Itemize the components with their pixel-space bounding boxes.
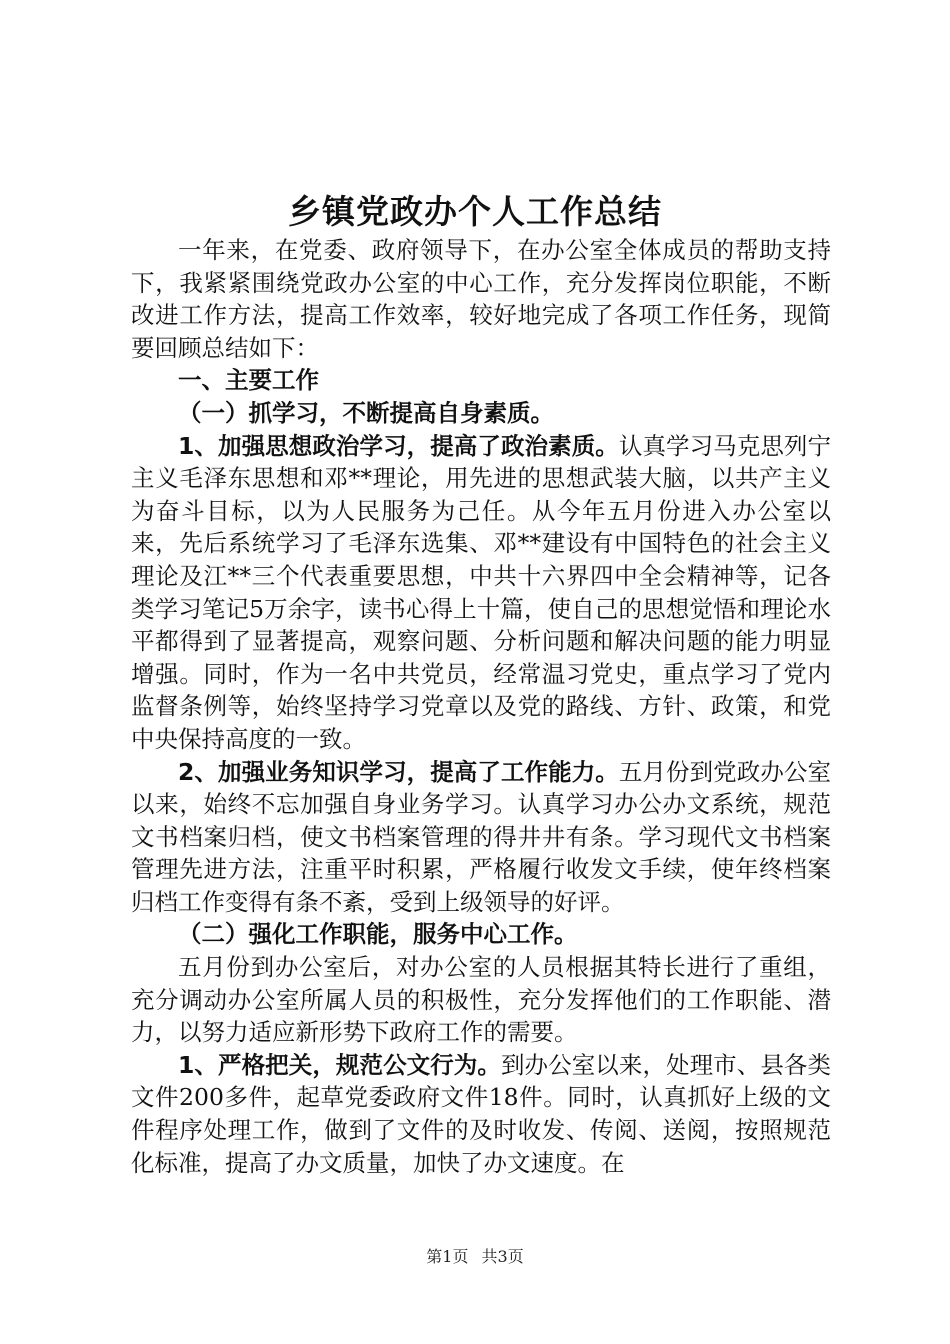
page-number-total: 共3页 <box>481 1247 524 1266</box>
page-footer <box>0 1244 950 1267</box>
subsection-heading-functions: （二）强化工作职能，服务中心工作。 <box>178 920 578 949</box>
item-body-business-study: 五月份到党政办公室以来，始终不忘加强自身业务学习。认真学习办公办文系统，规范文书档案归档，使文书档案管理的得井井有条。学习现代文书档案管理先进方法，注重平时积累，严格履行收发文手续，使年终档案归档工作变得有条不紊，受到上级领导的好评。 <box>131 757 831 916</box>
functions-paragraph: 五月份到办公室后，对办公室的人员根据其特长进行了重组，充分调动办公室所属人员的积极性，充分发挥他们的工作职能、潜力，以努力适应新形势下政府工作的需要。 <box>131 953 831 1047</box>
item-lead-documents: 1、严格把关，规范公文行为。 <box>178 1050 501 1079</box>
item-lead-business-study: 2、加强业务知识学习，提高了工作能力。 <box>178 757 619 786</box>
item-body-political-study: 认真学习马克思列宁主义毛泽东思想和邓**理论，用先进的思想武装大脑，以共产主义为奋斗目标，以为人民服务为己任。从今年五月份进入办公室以来，先后系统学习了毛泽东选集、邓**建设有中国特色的社会主义理论及江**三个代表重要思想，中共十六界四中全会精神等，记各类学习笔记5万余字，读书心得上十篇，使自己的思想觉悟和理论水平都得到了显著提高，观察问题、分析问题和解决问题的能力明显增强。同时，作为一名中共党员，经常温习党史，重点学习了党内监督条例等，始终坚持学习党章以及党的路线、方针、政策，和党中央保持高度的一致。 <box>131 431 831 753</box>
item-paragraph-documents <box>131 1049 831 1179</box>
document-title: 乡镇党政办个人工作总结 <box>288 192 662 231</box>
page-number-current: 第1页 <box>426 1247 469 1266</box>
section-heading-main-work: 一、主要工作 <box>178 366 319 395</box>
item-paragraph-political-study <box>131 430 831 756</box>
intro-paragraph: 一年来，在党委、政府领导下，在办公室全体成员的帮助支持下，我紧紧围绕党政办公室的中心工作，充分发挥岗位职能，不断改进工作方法，提高工作效率，较好地完成了各项工作任务，现简要回顾总结如下： <box>131 236 831 362</box>
document-body <box>131 234 831 1179</box>
item-paragraph-business-study <box>131 756 831 919</box>
item-lead-political-study: 1、加强思想政治学习，提高了政治素质。 <box>178 431 619 460</box>
item-body-documents: 到办公室以来，处理市、县各类文件200多件，起草党委政府文件18件。同时，认真抓好上级的文件程序处理工作，做到了文件的及时收发、传阅、送阅，按照规范化标准，提高了办文质量，加快了办文速度。在 <box>131 1050 831 1177</box>
subsection-heading-study: （一）抓学习，不断提高自身素质。 <box>178 398 554 427</box>
